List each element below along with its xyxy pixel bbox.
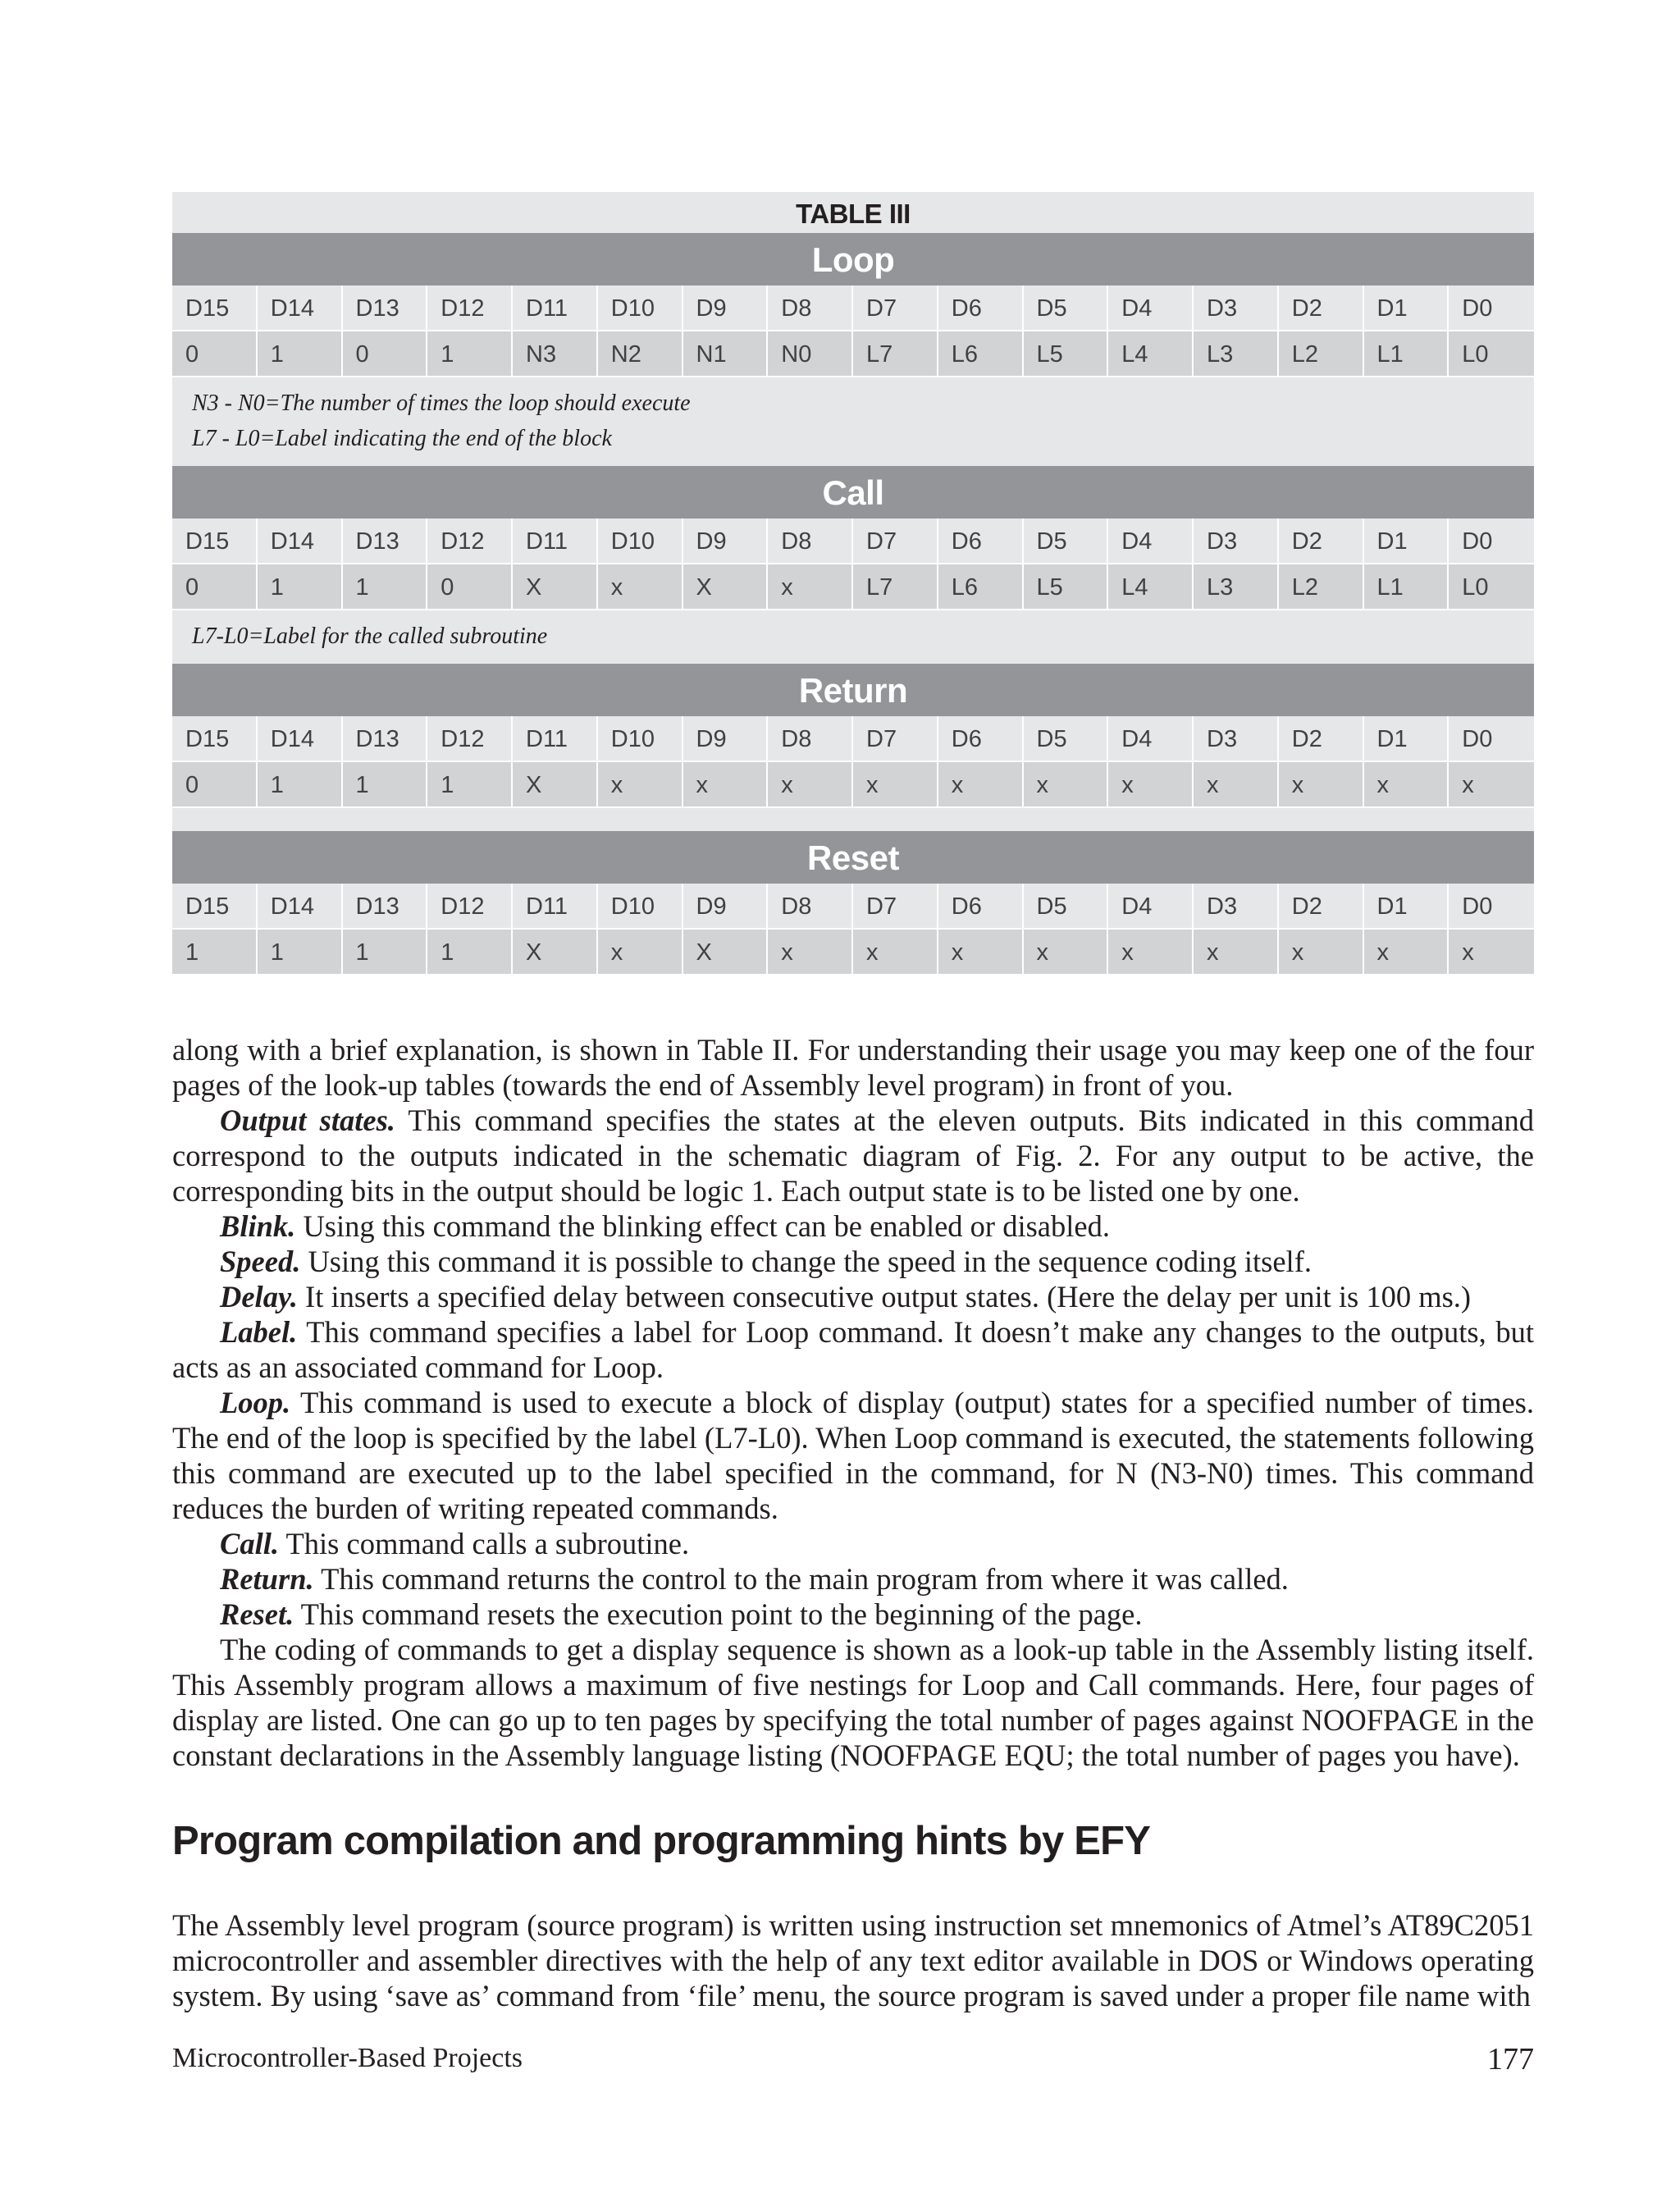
bit-header-cell: D13 bbox=[343, 884, 428, 928]
table-spacer bbox=[172, 808, 1534, 831]
bit-value-cell: L0 bbox=[1462, 574, 1489, 601]
bit-value-cell: N1 bbox=[683, 331, 769, 376]
bit-header-cell: D10 bbox=[598, 519, 683, 563]
bit-header-cell: D2 bbox=[1279, 286, 1364, 330]
term-delay: Delay. bbox=[220, 1280, 298, 1313]
bit-value-cell: L5 bbox=[1024, 331, 1109, 376]
paragraph-delay bbox=[172, 1279, 1534, 1314]
paragraph-return bbox=[172, 1561, 1534, 1597]
bit-value-cell: 1 bbox=[172, 930, 258, 974]
section-header-reset: Reset bbox=[172, 831, 1534, 884]
bit-value-cell: x bbox=[768, 762, 853, 806]
bit-value-cell: 0 bbox=[172, 762, 258, 806]
bit-value-cell: L2 bbox=[1279, 331, 1364, 376]
bit-header-cell: D14 bbox=[258, 716, 343, 761]
bit-header-cell: D14 bbox=[258, 286, 343, 330]
paragraph-reset bbox=[172, 1597, 1534, 1632]
paragraph-label bbox=[172, 1314, 1534, 1385]
bit-value-cell: 0 bbox=[172, 564, 258, 609]
bit-header-cell: D5 bbox=[1024, 716, 1109, 761]
bit-header-cell: D9 bbox=[683, 884, 769, 928]
term-reset: Reset. bbox=[220, 1597, 294, 1631]
bit-value-cell: N0 bbox=[768, 331, 853, 376]
loop-notes bbox=[172, 377, 1534, 466]
bit-header-cell: D2 bbox=[1279, 519, 1364, 563]
bit-value-cell: x bbox=[598, 564, 683, 609]
bit-value-cell: x bbox=[1024, 930, 1109, 974]
bit-value-cell: 1 bbox=[427, 762, 513, 806]
paragraph-blink bbox=[172, 1208, 1534, 1244]
bit-header-cell: D8 bbox=[768, 286, 853, 330]
bit-header-cell: D7 bbox=[853, 286, 938, 330]
bit-header-cell: D8 bbox=[768, 884, 853, 928]
bit-header-cell: D4 bbox=[1108, 716, 1194, 761]
bit-header-cell: D12 bbox=[427, 519, 513, 563]
term-blink: Blink. bbox=[220, 1209, 296, 1243]
bit-header-cell: D3 bbox=[1194, 884, 1279, 928]
loop-note-1: N3 - N0=The number of times the loop should execute bbox=[192, 391, 691, 416]
bit-value-cell: x bbox=[1462, 772, 1474, 798]
table-title: TABLE III bbox=[172, 192, 1534, 233]
bit-header-cell: D12 bbox=[427, 716, 513, 761]
paragraph-coding: The coding of commands to get a display sequence is shown as a look-up table in the Assembly listing itself. This Assembly program allows a maximum of five nestings for Loop and Call commands. Here, four pages of display are listed. One can go up to ten pages by specifying the total number of pages against NOOFPAGE in the constant declarations in the Assembly language listing (NOOFPAGE EQU; the total number of pages you have). bbox=[172, 1633, 1534, 1772]
bit-header-cell: D0 bbox=[1462, 893, 1493, 920]
bit-header-cell: D6 bbox=[938, 286, 1024, 330]
text-blink: Using this command the blinking effect can be enabled or disabled. bbox=[295, 1209, 1110, 1243]
bit-value-cell: 0 bbox=[172, 331, 258, 376]
bit-value-cell: x bbox=[1108, 930, 1194, 974]
bit-value-cell: x bbox=[1279, 930, 1364, 974]
paragraph-speed bbox=[172, 1244, 1534, 1279]
term-return: Return. bbox=[220, 1562, 314, 1596]
bit-value-cell: x bbox=[768, 930, 853, 974]
bit-value-cell: 0 bbox=[343, 331, 428, 376]
call-notes bbox=[172, 610, 1534, 664]
bit-value-cell: x bbox=[1279, 762, 1364, 806]
term-loop: Loop. bbox=[220, 1386, 291, 1419]
bit-header-cell: D12 bbox=[427, 286, 513, 330]
bit-header-cell: D13 bbox=[343, 716, 428, 761]
bit-value-cell: 0 bbox=[427, 564, 513, 609]
bit-value-cell: x bbox=[1024, 762, 1109, 806]
loop-note-2: L7 - L0=Label indicating the end of the block bbox=[192, 426, 612, 451]
term-call: Call. bbox=[220, 1527, 280, 1560]
bit-value-cell: 1 bbox=[343, 762, 428, 806]
text-delay: It inserts a specified delay between consecutive output states. (Here the delay per unit is 100 ms.) bbox=[297, 1280, 1472, 1313]
bit-value-cell: x bbox=[1194, 762, 1279, 806]
bit-header-cell: D6 bbox=[938, 519, 1024, 563]
bit-value-cell: L7 bbox=[853, 564, 938, 609]
bit-header-cell: D4 bbox=[1108, 286, 1194, 330]
bit-header-cell: D1 bbox=[1364, 519, 1449, 563]
bit-value-cell: x bbox=[1194, 930, 1279, 974]
bit-value-cell: X bbox=[683, 930, 769, 974]
term-speed: Speed. bbox=[220, 1245, 301, 1278]
bit-header-cell: D0 bbox=[1462, 726, 1493, 752]
bit-header-cell: D14 bbox=[258, 884, 343, 928]
bit-header-cell: D4 bbox=[1108, 519, 1194, 563]
bit-header-cell: D15 bbox=[172, 884, 258, 928]
bit-value-cell: 1 bbox=[427, 331, 513, 376]
bit-header-cell: D10 bbox=[598, 716, 683, 761]
bit-header-cell: D5 bbox=[1024, 286, 1109, 330]
bit-value-cell: X bbox=[513, 564, 598, 609]
bit-value-cell: L6 bbox=[938, 331, 1024, 376]
bit-value-row-loop bbox=[172, 331, 1534, 377]
paragraph-call bbox=[172, 1526, 1534, 1561]
bit-value-cell: x bbox=[598, 762, 683, 806]
bit-value-cell: x bbox=[938, 930, 1024, 974]
bit-header-cell: D0 bbox=[1462, 528, 1493, 555]
bit-header-cell: D15 bbox=[172, 519, 258, 563]
bit-value-cell: 1 bbox=[258, 331, 343, 376]
text-label: This command specifies a label for Loop command. It doesn’t make any changes to the outputs, but acts as an associated command for Loop. bbox=[172, 1315, 1534, 1384]
bit-value-cell: x bbox=[1364, 762, 1449, 806]
bit-header-cell: D8 bbox=[768, 519, 853, 563]
bit-header-cell: D3 bbox=[1194, 716, 1279, 761]
paragraph-loop bbox=[172, 1385, 1534, 1526]
section-header-call: Call bbox=[172, 466, 1534, 519]
bit-header-cell: D4 bbox=[1108, 884, 1194, 928]
text-call: This command calls a subroutine. bbox=[279, 1527, 690, 1560]
bit-value-cell: N2 bbox=[598, 331, 683, 376]
bit-value-cell: x bbox=[1462, 939, 1474, 966]
bit-header-cell: D0 bbox=[1462, 295, 1493, 322]
paragraph-intro: along with a brief explanation, is shown in Table II. For understanding their usage you may keep one of the four pages of the look-up tables (towards the end of Assembly level program) in front of you. bbox=[172, 1033, 1534, 1102]
bit-value-cell: 1 bbox=[427, 930, 513, 974]
term-label: Label. bbox=[220, 1315, 298, 1349]
body-text bbox=[172, 1032, 1534, 1773]
bit-header-cell: D5 bbox=[1024, 884, 1109, 928]
bit-header-row bbox=[172, 884, 1534, 930]
bit-header-cell: D11 bbox=[513, 716, 598, 761]
bit-value-cell: L7 bbox=[853, 331, 938, 376]
bit-value-cell: X bbox=[683, 564, 769, 609]
bit-header-cell: D5 bbox=[1024, 519, 1109, 563]
bit-header-row bbox=[172, 716, 1534, 762]
bit-header-cell: D15 bbox=[172, 716, 258, 761]
bit-header-cell: D2 bbox=[1279, 884, 1364, 928]
bit-header-cell: D9 bbox=[683, 716, 769, 761]
bit-header-row bbox=[172, 286, 1534, 331]
section-header-return: Return bbox=[172, 664, 1534, 716]
bit-value-cell: x bbox=[1364, 930, 1449, 974]
bit-value-cell: 1 bbox=[258, 762, 343, 806]
bit-header-cell: D7 bbox=[853, 884, 938, 928]
bit-header-cell: D11 bbox=[513, 286, 598, 330]
bit-header-cell: D13 bbox=[343, 519, 428, 563]
table-iii bbox=[172, 192, 1534, 975]
bit-value-row-reset bbox=[172, 930, 1534, 975]
bit-header-cell: D12 bbox=[427, 884, 513, 928]
call-note-1: L7-L0=Label for the called subroutine bbox=[192, 624, 548, 649]
bit-header-cell: D15 bbox=[172, 286, 258, 330]
bit-value-cell: X bbox=[513, 930, 598, 974]
bit-value-cell: L2 bbox=[1279, 564, 1364, 609]
bit-value-cell: L0 bbox=[1462, 341, 1489, 368]
bit-value-cell: x bbox=[683, 762, 769, 806]
bit-value-cell: L3 bbox=[1194, 331, 1279, 376]
bit-value-cell: L3 bbox=[1194, 564, 1279, 609]
text-return: This command returns the control to the main program from where it was called. bbox=[313, 1562, 1289, 1596]
paragraph-output-states bbox=[172, 1103, 1534, 1208]
bit-header-cell: D11 bbox=[513, 519, 598, 563]
bit-header-cell: D1 bbox=[1364, 286, 1449, 330]
bit-header-row bbox=[172, 519, 1534, 564]
bit-value-cell: x bbox=[768, 564, 853, 609]
bit-header-cell: D9 bbox=[683, 519, 769, 563]
bit-value-row-return bbox=[172, 762, 1534, 808]
text-speed: Using this command it is possible to change the speed in the sequence coding itself. bbox=[300, 1245, 1312, 1278]
bit-value-cell: L1 bbox=[1364, 564, 1449, 609]
bit-header-cell: D1 bbox=[1364, 884, 1449, 928]
bit-header-cell: D14 bbox=[258, 519, 343, 563]
bit-value-cell: x bbox=[853, 930, 938, 974]
bit-header-cell: D1 bbox=[1364, 716, 1449, 761]
bit-value-cell: x bbox=[853, 762, 938, 806]
bit-header-cell: D6 bbox=[938, 884, 1024, 928]
bit-header-cell: D11 bbox=[513, 884, 598, 928]
page-number: 177 bbox=[1487, 2042, 1534, 2076]
text-loop: This command is used to execute a block of display (output) states for a specified number of times. The end of the loop is specified by the label (L7-L0). When Loop command is executed, the statements following this command are executed up to the label specified in the command, for N (N3-N0) times. This command reduces the burden of writing repeated commands. bbox=[172, 1386, 1534, 1525]
bit-header-cell: D3 bbox=[1194, 519, 1279, 563]
bit-value-cell: x bbox=[938, 762, 1024, 806]
bit-header-cell: D13 bbox=[343, 286, 428, 330]
bit-header-cell: D10 bbox=[598, 884, 683, 928]
text-reset: This command resets the execution point to the beginning of the page. bbox=[294, 1597, 1143, 1631]
section-heading: Program compilation and programming hints by EFY bbox=[172, 1819, 1151, 1863]
bit-header-cell: D8 bbox=[768, 716, 853, 761]
bit-value-cell: L5 bbox=[1024, 564, 1109, 609]
bit-value-cell: 1 bbox=[343, 564, 428, 609]
section-paragraph: The Assembly level program (source program) is written using instruction set mnemonics of Atmel’s AT89C2051 microcontroller and assembler directives with the help of any text editor available in DOS or Windows operating system. By using ‘save as’ command from ‘file’ menu, the source program is saved under a proper file name with bbox=[172, 1907, 1534, 2012]
bit-header-cell: D7 bbox=[853, 716, 938, 761]
bit-value-cell: x bbox=[1108, 762, 1194, 806]
term-output-states: Output states. bbox=[220, 1103, 395, 1137]
bit-value-row-call bbox=[172, 564, 1534, 610]
bit-header-cell: D2 bbox=[1279, 716, 1364, 761]
section-header-loop: Loop bbox=[172, 233, 1534, 286]
bit-header-cell: D6 bbox=[938, 716, 1024, 761]
bit-header-cell: D10 bbox=[598, 286, 683, 330]
bit-value-cell: 1 bbox=[343, 930, 428, 974]
bit-value-cell: x bbox=[598, 930, 683, 974]
bit-value-cell: 1 bbox=[258, 564, 343, 609]
bit-header-cell: D9 bbox=[683, 286, 769, 330]
bit-header-cell: D3 bbox=[1194, 286, 1279, 330]
footer-book-title: Microcontroller-Based Projects bbox=[172, 2043, 523, 2073]
text-output-states: This command specifies the states at the eleven outputs. Bits indicated in this command correspond to the outputs indicated in the schematic diagram of Fig. 2. For any output to be active, the corresponding bits in the output should be logic 1. Each output state is to be listed one by one. bbox=[172, 1103, 1534, 1208]
bit-header-cell: D7 bbox=[853, 519, 938, 563]
bit-value-cell: L4 bbox=[1108, 564, 1194, 609]
bit-value-cell: L6 bbox=[938, 564, 1024, 609]
bit-value-cell: N3 bbox=[513, 331, 598, 376]
bit-value-cell: L4 bbox=[1108, 331, 1194, 376]
bit-value-cell: 1 bbox=[258, 930, 343, 974]
bit-value-cell: L1 bbox=[1364, 331, 1449, 376]
bit-value-cell: X bbox=[513, 762, 598, 806]
